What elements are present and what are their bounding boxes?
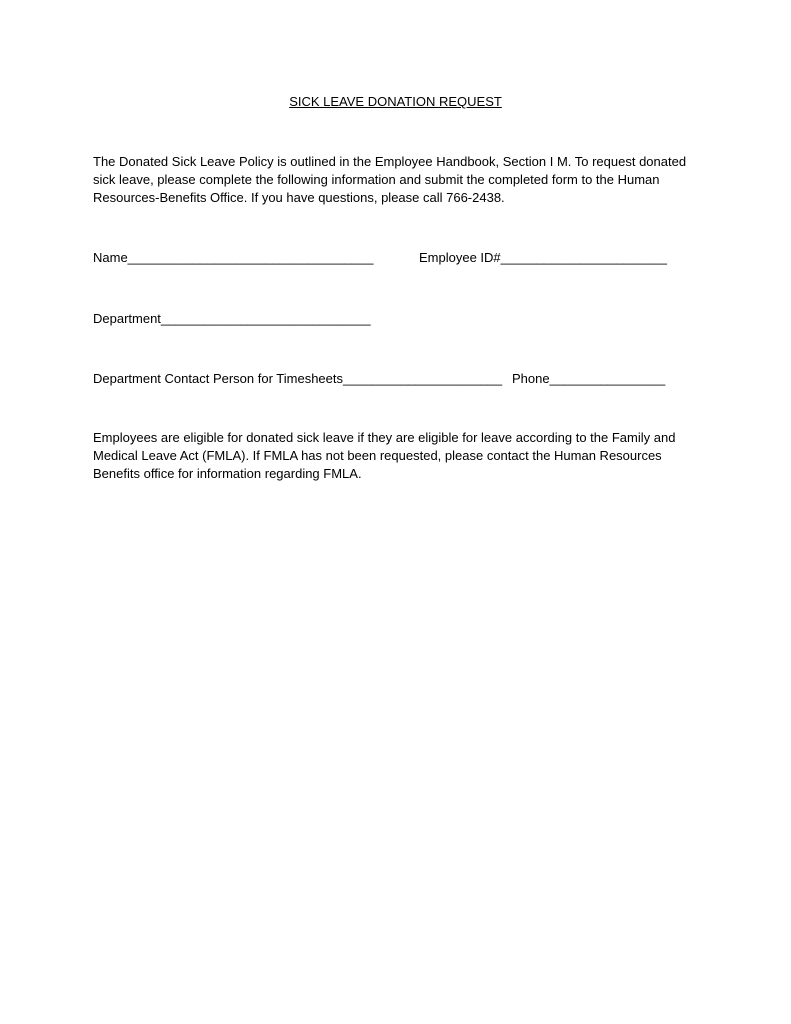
intro-line: sick leave, please complete the following information and submit the completed form to the Human <box>93 172 660 187</box>
eligibility-line: Benefits office for information regarding FMLA. <box>93 466 362 481</box>
intro-line: The Donated Sick Leave Policy is outlined in the Employee Handbook, Section I M. To request donated <box>93 154 687 169</box>
name-field[interactable]: Name__________________________________ <box>93 250 374 265</box>
employee-id-field[interactable]: Employee ID#_______________________ <box>419 250 667 265</box>
page-title: SICK LEAVE DONATION REQUEST <box>289 94 502 109</box>
eligibility-line: Employees are eligible for donated sick leave if they are eligible for leave according to the Family and <box>93 430 676 445</box>
eligibility-line: Medical Leave Act (FMLA). If FMLA has not been requested, please contact the Human Resources <box>93 448 662 463</box>
eligibility-paragraph <box>93 429 693 483</box>
phone-field[interactable]: Phone________________ <box>512 371 666 386</box>
intro-paragraph <box>93 153 693 207</box>
department-field[interactable]: Department_____________________________ <box>93 311 371 326</box>
intro-line: Resources-Benefits Office. If you have questions, please call 766-2438. <box>93 190 505 205</box>
contact-person-field[interactable]: Department Contact Person for Timesheets______________________ <box>93 371 503 386</box>
